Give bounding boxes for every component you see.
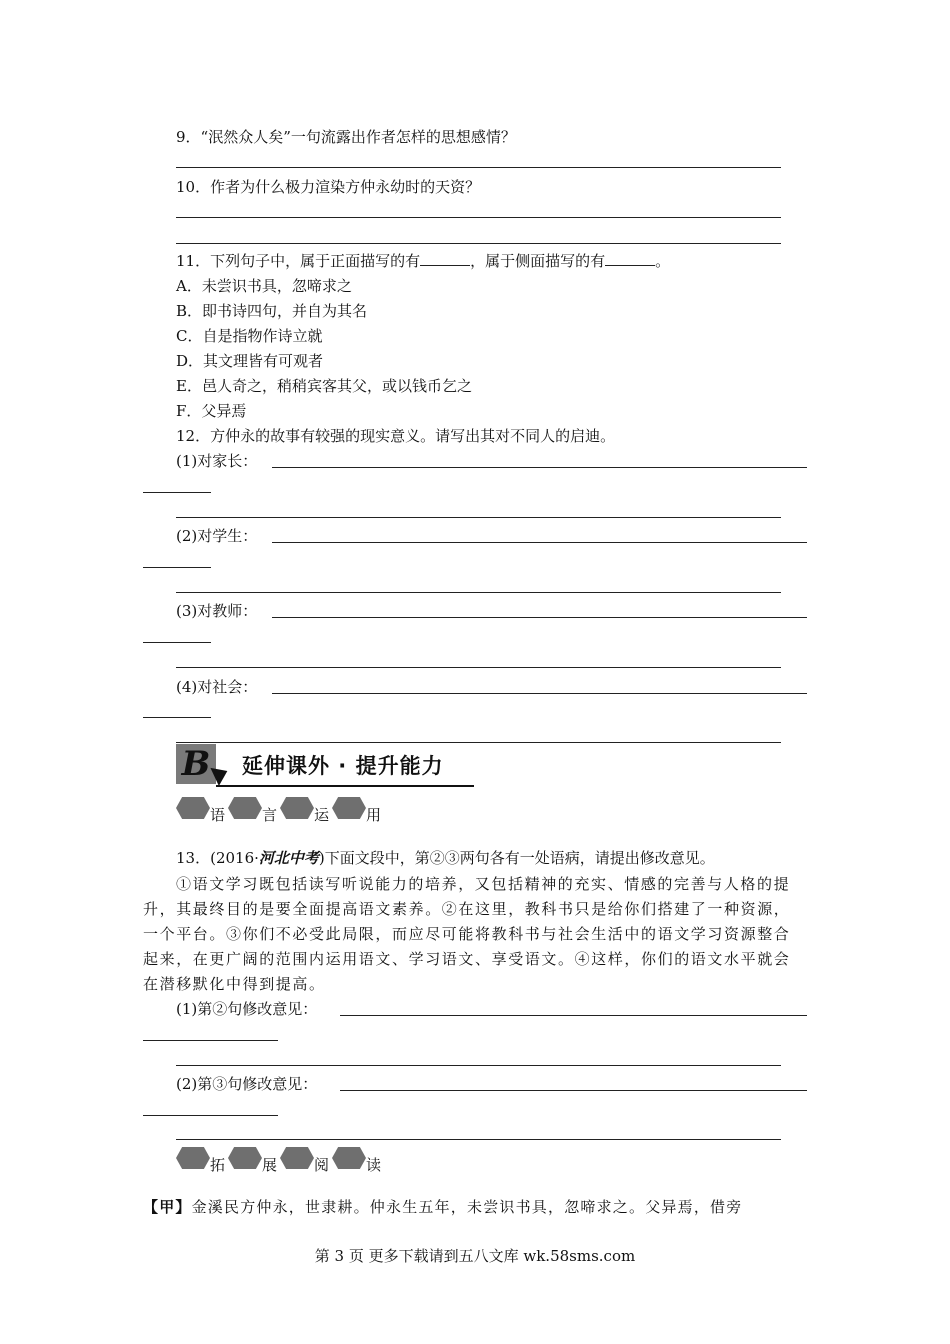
answer-line (143, 1115, 278, 1116)
question-11-stem-a: 11．下列句子中，属于正面描写的有 (176, 252, 421, 270)
subheading-char: 语 (210, 806, 226, 824)
passage-line: 起来，在更广阔的范围内运用语文、学习语文、享受语文。④这样，你们的语文水平就会 (143, 950, 791, 968)
blank-side (605, 251, 655, 266)
subheading-char: 言 (262, 806, 278, 824)
hexagon-icon (280, 1147, 314, 1169)
subheading-char: 拓 (210, 1156, 226, 1174)
question-9: 9．“泯然众人矣”一句流露出作者怎样的思想感情？ (176, 128, 516, 146)
subheading-char: 运 (314, 806, 330, 824)
q13-item-2: (2)第③句修改意见： (176, 1075, 318, 1093)
passage-line: ①语文学习既包括读写听说能力的培养，又包括精神的充实、情感的完善与人格的提 (176, 875, 791, 893)
hexagon-icon (228, 797, 262, 819)
question-12: 12．方仲永的故事有较强的现实意义。请写出其对不同人的启迪。 (176, 427, 616, 445)
answer-line (272, 542, 807, 543)
answer-line (176, 742, 781, 743)
option-d: D．其文理皆有可观者 (176, 352, 324, 370)
question-13-source: 河北中考 (258, 849, 319, 867)
option-a: A．未尝识书具，忽啼求之 (176, 277, 352, 295)
subheading-char: 读 (366, 1156, 382, 1174)
answer-line (176, 517, 781, 518)
question-11-stem-end: 。 (655, 252, 671, 270)
answer-line (176, 217, 781, 218)
answer-line (176, 667, 781, 668)
hexagon-icon (280, 797, 314, 819)
reading-passage-jia (143, 1197, 742, 1217)
q12-item-students: (2)对学生： (176, 527, 258, 545)
answer-line (272, 467, 807, 468)
hexagon-icon (176, 1147, 210, 1169)
subheading-char: 用 (366, 806, 382, 824)
answer-line (272, 617, 807, 618)
passage-line: 在潜移默化中得到提高。 (143, 975, 326, 993)
blank-positive (420, 251, 470, 266)
passage-label: 【甲】 (143, 1198, 192, 1216)
section-b-title: 延伸课外 · 提升能力 (242, 754, 444, 778)
answer-line (143, 492, 211, 493)
option-f: F．父异焉 (176, 402, 247, 420)
answer-line (340, 1015, 807, 1016)
option-e: E．邑人奇之，稍稍宾客其父，或以钱币乞之 (176, 377, 472, 395)
answer-line (143, 642, 211, 643)
subheading-char: 阅 (314, 1156, 330, 1174)
answer-line (176, 243, 781, 244)
question-13-prefix: 13．(2016· (176, 849, 259, 867)
question-11-stem-b: ，属于侧面描写的有 (470, 252, 606, 270)
q12-item-parents: (1)对家长： (176, 452, 258, 470)
answer-line (176, 1139, 781, 1140)
section-b-badge: B (176, 744, 216, 784)
answer-line (176, 592, 781, 593)
answer-line (143, 567, 211, 568)
answer-line (176, 167, 781, 168)
question-13 (176, 848, 715, 868)
option-b: B．即书诗四句，并自为其名 (176, 302, 368, 320)
question-13-suffix: )下面文段中，第②③两句各有一处语病，请提出修改意见。 (318, 849, 715, 867)
question-11 (176, 251, 670, 271)
hexagon-icon (228, 1147, 262, 1169)
question-10: 10．作者为什么极力渲染方仲永幼时的天资？ (176, 178, 481, 196)
q12-item-teachers: (3)对教师： (176, 602, 258, 620)
hexagon-icon (332, 1147, 366, 1169)
q12-item-society: (4)对社会： (176, 678, 258, 696)
passage-line: 升，其最终目的是要全面提高语文素养。②在这里，教科书只是给你们搭建了一种资源， (143, 900, 791, 918)
answer-line (143, 717, 211, 718)
passage-line: 一个平台。③你们不必受此局限，而应尽可能将教科书与社会生活中的语文学习资源整合 (143, 925, 791, 943)
q13-item-1: (1)第②句修改意见： (176, 1000, 318, 1018)
option-c: C．自是指物作诗立就 (176, 327, 323, 345)
answer-line (176, 1065, 781, 1066)
section-b-header (176, 744, 474, 788)
subheading-char: 展 (262, 1156, 278, 1174)
answer-line (143, 1040, 278, 1041)
answer-line (340, 1090, 807, 1091)
section-b-underline (216, 785, 474, 787)
passage-text: 金溪民方仲永，世隶耕。仲永生五年，未尝识书具，忽啼求之。父异焉，借旁 (191, 1198, 743, 1216)
answer-line (272, 693, 807, 694)
hexagon-icon (332, 797, 366, 819)
hexagon-icon (176, 797, 210, 819)
page-footer: 第 3 页 更多下载请到五八文库 wk.58sms.com (314, 1247, 636, 1265)
